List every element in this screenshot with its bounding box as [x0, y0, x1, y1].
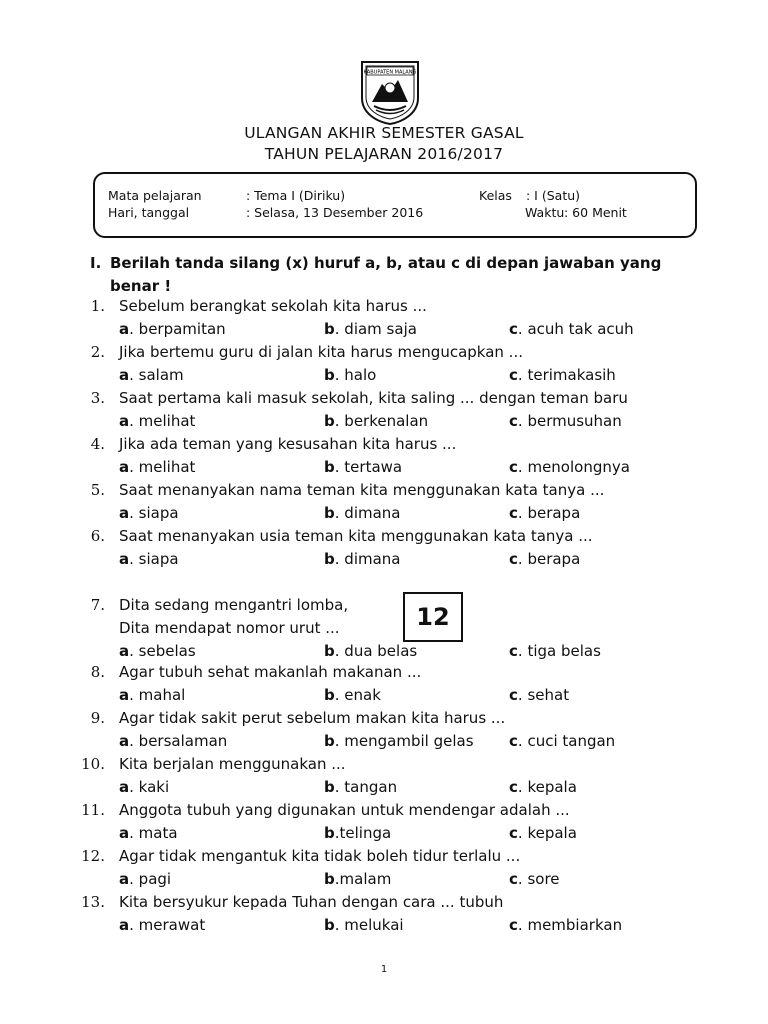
option-text: sehat — [527, 686, 570, 704]
question-number: 12. — [81, 847, 105, 865]
option-a — [119, 732, 227, 750]
question-text: Saat menanyakan usia teman kita menggunakan kata tanya ... — [119, 527, 593, 545]
option-text: berpamitan — [138, 320, 226, 338]
option-letter: c — [509, 458, 518, 476]
option-letter: c — [509, 504, 518, 522]
option-letter: a — [119, 916, 130, 934]
time-label: Waktu — [525, 205, 565, 220]
question-text: Saat menanyakan nama teman kita menggunakan kata tanya ... — [119, 481, 605, 499]
question-number: 6. — [90, 527, 105, 545]
option-text: bermusuhan — [527, 412, 622, 430]
date-label: Hari, tanggal — [108, 205, 190, 220]
option-text: mahal — [138, 686, 186, 704]
option-text: merawat — [138, 916, 206, 934]
option-a — [119, 412, 195, 430]
option-c — [509, 870, 560, 888]
option-text: terimakasih — [527, 366, 616, 384]
option-letter: c — [509, 412, 518, 430]
page-number: 1 — [380, 964, 388, 975]
option-separator: . — [517, 870, 528, 888]
option-separator: . — [517, 824, 528, 842]
option-letter: c — [509, 732, 518, 750]
option-letter: b — [324, 732, 335, 750]
option-separator: . — [334, 412, 345, 430]
option-separator: . — [334, 550, 345, 568]
option-letter: a — [119, 504, 130, 522]
option-letter: c — [509, 824, 518, 842]
subject-value: : Tema I (Diriku) — [246, 188, 346, 203]
option-a — [119, 686, 185, 704]
option-c — [509, 824, 577, 842]
option-separator: . — [129, 550, 139, 568]
option-separator: . — [517, 642, 528, 660]
question-text: Saat pertama kali masuk sekolah, kita saling ... dengan teman baru — [119, 389, 628, 407]
option-separator: . — [129, 686, 139, 704]
option-letter: b — [324, 550, 335, 568]
option-letter: b — [324, 824, 335, 842]
question-number: 5. — [90, 481, 105, 499]
option-text: acuh tak acuh — [527, 320, 634, 338]
question-number: 1. — [90, 297, 105, 315]
option-separator: . — [517, 504, 528, 522]
option-letter: b — [324, 504, 335, 522]
exam-title: ULANGAN AKHIR SEMESTER GASAL — [244, 124, 524, 142]
option-separator: . — [517, 458, 528, 476]
option-separator: . — [129, 824, 139, 842]
option-text: tangan — [344, 778, 398, 796]
subject-label: Mata pelajaran — [108, 188, 202, 203]
question-text: Jika ada teman yang kesusahan kita harus ... — [119, 435, 457, 453]
option-a — [119, 458, 195, 476]
option-separator: . — [129, 732, 139, 750]
option-text: cuci tangan — [527, 732, 616, 750]
option-text: kepala — [527, 778, 577, 796]
class-label: Kelas — [479, 188, 512, 203]
option-text: tertawa — [344, 458, 403, 476]
instruction-line-2: benar ! — [110, 277, 172, 295]
question-number: 13. — [81, 893, 105, 911]
option-separator: . — [334, 916, 345, 934]
question-number: 4. — [90, 435, 105, 453]
option-b — [324, 366, 376, 384]
option-separator: . — [334, 642, 345, 660]
option-b — [324, 916, 404, 934]
option-separator: . — [129, 412, 139, 430]
option-letter: b — [324, 412, 335, 430]
academic-year: TAHUN PELAJARAN 2016/2017 — [264, 145, 504, 163]
section-number: I. — [90, 254, 102, 272]
option-letter: c — [509, 642, 518, 660]
question-text: Sebelum berangkat sekolah kita harus ... — [119, 297, 427, 315]
question-text: Jika bertemu guru di jalan kita harus mengucapkan ... — [119, 343, 523, 361]
time-value: : 60 Menit — [564, 205, 627, 220]
option-text: mengambil gelas — [344, 732, 474, 750]
option-separator: . — [129, 642, 139, 660]
class-value: : I (Satu) — [526, 188, 581, 203]
option-b — [324, 320, 417, 338]
option-c — [509, 916, 622, 934]
option-letter: b — [324, 320, 335, 338]
option-separator: . — [517, 366, 528, 384]
option-text: kaki — [138, 778, 170, 796]
question-text: Agar tubuh sehat makanlah makanan ... — [119, 663, 422, 681]
option-text: sore — [527, 870, 560, 888]
option-letter: a — [119, 320, 130, 338]
option-separator: . — [517, 686, 528, 704]
option-a — [119, 916, 205, 934]
option-text: membiarkan — [527, 916, 623, 934]
option-separator: . — [129, 778, 139, 796]
option-separator: . — [517, 320, 528, 338]
option-letter: b — [324, 870, 335, 888]
option-text: dua belas — [344, 642, 418, 660]
option-letter: a — [119, 686, 130, 704]
option-separator: . — [517, 732, 528, 750]
option-text: dimana — [344, 504, 401, 522]
option-b — [324, 870, 391, 888]
option-b — [324, 686, 381, 704]
option-c — [509, 320, 634, 338]
option-text: pagi — [138, 870, 172, 888]
option-c — [509, 504, 580, 522]
option-a — [119, 824, 178, 842]
option-text: enak — [344, 686, 381, 704]
option-text: mata — [138, 824, 178, 842]
option-letter: b — [324, 686, 335, 704]
option-letter: c — [509, 870, 518, 888]
option-a — [119, 366, 184, 384]
option-letter: a — [119, 642, 130, 660]
exam-info-box — [93, 172, 697, 238]
option-c — [509, 686, 569, 704]
option-separator: . — [334, 366, 345, 384]
option-text: berkenalan — [344, 412, 429, 430]
question-text: Dita sedang mengantri lomba, — [119, 596, 349, 614]
option-a — [119, 778, 169, 796]
option-separator: . — [129, 870, 139, 888]
question-text: Agar tidak mengantuk kita tidak boleh tidur terlalu ... — [119, 847, 521, 865]
option-text: halo — [344, 366, 377, 384]
option-c — [509, 366, 616, 384]
option-separator: . — [517, 550, 528, 568]
option-letter: a — [119, 412, 130, 430]
question-number: 7. — [90, 596, 105, 614]
question-number: 9. — [90, 709, 105, 727]
option-separator: . — [334, 824, 340, 842]
option-text: berapa — [527, 504, 581, 522]
option-letter: b — [324, 458, 335, 476]
date-value: : Selasa, 13 Desember 2016 — [246, 205, 424, 220]
option-letter: a — [119, 550, 130, 568]
option-b — [324, 458, 402, 476]
option-separator: . — [129, 916, 139, 934]
option-letter: c — [509, 916, 518, 934]
option-b — [324, 732, 474, 750]
option-letter: b — [324, 366, 335, 384]
option-letter: c — [509, 320, 518, 338]
option-separator: . — [517, 412, 528, 430]
question-text: Kita bersyukur kepada Tuhan dengan cara ... tubuh — [119, 893, 504, 911]
question-text: Agar tidak sakit perut sebelum makan kita harus ... — [119, 709, 506, 727]
option-b — [324, 642, 417, 660]
question-text: Kita berjalan menggunakan ... — [119, 755, 346, 773]
option-a — [119, 550, 179, 568]
option-b — [324, 412, 428, 430]
option-text: bersalaman — [138, 732, 228, 750]
option-c — [509, 458, 630, 476]
option-text: diam saja — [344, 320, 417, 338]
option-separator: . — [334, 458, 345, 476]
option-text: berapa — [527, 550, 581, 568]
option-letter: b — [324, 778, 335, 796]
queue-number-box: 12 — [403, 592, 463, 642]
option-letter: c — [509, 686, 518, 704]
option-text: melihat — [138, 412, 196, 430]
option-separator: . — [517, 916, 528, 934]
option-letter: a — [119, 458, 130, 476]
kabupaten-malang-logo — [358, 58, 422, 126]
option-b — [324, 550, 401, 568]
option-a — [119, 504, 179, 522]
option-text: telinga — [339, 824, 392, 842]
option-text: kepala — [527, 824, 577, 842]
option-separator: . — [129, 458, 139, 476]
option-separator: . — [334, 870, 340, 888]
option-a — [119, 320, 226, 338]
logo-text: KABUPATEN MALANG — [363, 69, 417, 76]
option-letter: c — [509, 366, 518, 384]
option-separator: . — [129, 504, 139, 522]
option-b — [324, 824, 391, 842]
option-letter: b — [324, 916, 335, 934]
option-separator: . — [334, 686, 345, 704]
option-letter: b — [324, 642, 335, 660]
question-text-line-2: Dita mendapat nomor urut ... — [119, 619, 340, 637]
option-b — [324, 778, 397, 796]
option-text: salam — [138, 366, 184, 384]
option-c — [509, 412, 622, 430]
option-c — [509, 778, 577, 796]
question-number: 2. — [90, 343, 105, 361]
option-text: dimana — [344, 550, 401, 568]
option-a — [119, 870, 171, 888]
option-text: melukai — [344, 916, 404, 934]
question-text: Anggota tubuh yang digunakan untuk mendengar adalah ... — [119, 801, 570, 819]
option-separator: . — [334, 504, 345, 522]
option-separator: . — [129, 320, 139, 338]
option-c — [509, 550, 580, 568]
option-letter: c — [509, 778, 518, 796]
question-number: 8. — [90, 663, 105, 681]
instruction-line-1: Berilah tanda silang (x) huruf a, b, atau c di depan jawaban yang — [110, 254, 662, 272]
option-separator: . — [129, 366, 139, 384]
question-number: 3. — [90, 389, 105, 407]
option-letter: a — [119, 366, 130, 384]
option-text: menolongnya — [527, 458, 630, 476]
option-letter: a — [119, 778, 130, 796]
option-c — [509, 732, 615, 750]
option-letter: a — [119, 824, 130, 842]
option-text: sebelas — [138, 642, 196, 660]
option-text: siapa — [138, 504, 179, 522]
option-letter: a — [119, 732, 130, 750]
option-text: siapa — [138, 550, 179, 568]
option-text: malam — [339, 870, 392, 888]
question-number: 11. — [81, 801, 105, 819]
option-separator: . — [334, 778, 345, 796]
option-separator: . — [334, 732, 345, 750]
option-c — [509, 642, 601, 660]
question-number: 10. — [81, 755, 105, 773]
option-text: tiga belas — [527, 642, 601, 660]
option-b — [324, 504, 401, 522]
option-text: melihat — [138, 458, 196, 476]
option-separator: . — [334, 320, 345, 338]
option-letter: c — [509, 550, 518, 568]
option-letter: a — [119, 870, 130, 888]
option-a — [119, 642, 196, 660]
option-separator: . — [517, 778, 528, 796]
